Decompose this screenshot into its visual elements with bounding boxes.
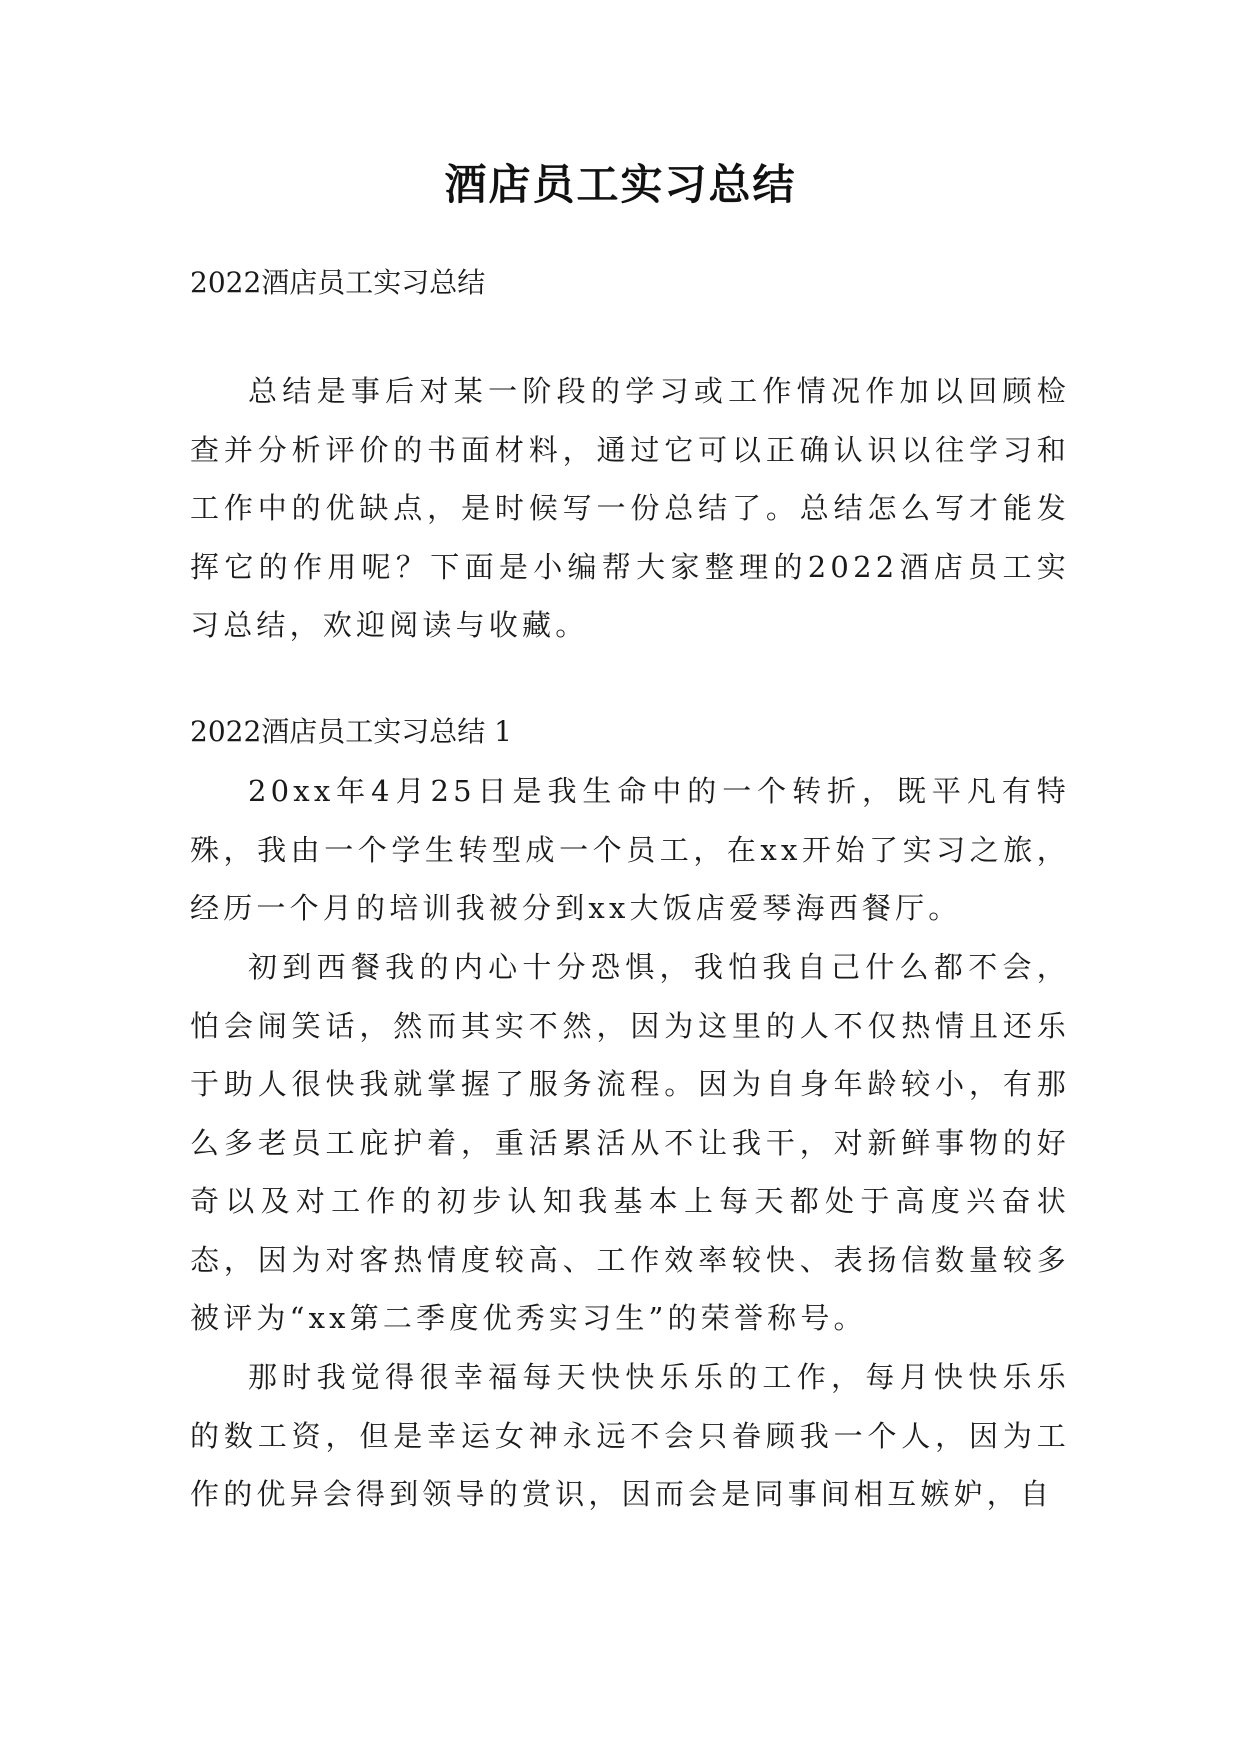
body-paragraph-2: 初到西餐我的内心十分恐惧，我怕我自己什么都不会，怕会闹笑话，然而其实不然，因为这里的人不仅热情且还乐于助人很快我就掌握了服务流程。因为自身年龄较小，有那么多老员工庇护着，重活累活从不让我干，对新鲜事物的好奇以及对工作的初步认知我基本上每天都处于高度兴奋状态，因为对客热情度较高、工作效率较快、表扬信数量较多被评为“xx第二季度优秀实习生”的荣誉称号。 xyxy=(190,950,1070,1335)
body-paragraph-1: 20xx年4月25日是我生命中的一个转折，既平凡有特殊，我由一个学生转型成一个员工，在xx开始了实习之旅，经历一个月的培训我被分到xx大饭店爱琴海西餐厅。 xyxy=(190,774,1070,925)
intro-paragraph: 总结是事后对某一阶段的学习或工作情况作加以回顾检查并分析评价的书面材料，通过它可以正确认识以往学习和工作中的优缺点，是时候写一份总结了。总结怎么写才能发挥它的作用呢？下面是小编帮大家整理的2022酒店员工实习总结，欢迎阅读与收藏。 xyxy=(190,374,1070,642)
document-subtitle: 2022酒店员工实习总结 xyxy=(190,266,486,299)
document-title: 酒店员工实习总结 xyxy=(444,160,797,209)
body-paragraph-3: 那时我觉得很幸福每天快快乐乐的工作，每月快快乐乐的数工资，但是幸运女神永远不会只眷顾我一个人，因为工作的优异会得到领导的赏识，因而会是同事间相互嫉妒，自 xyxy=(190,1360,1070,1511)
section-heading: 2022酒店员工实习总结 1 xyxy=(190,715,512,748)
